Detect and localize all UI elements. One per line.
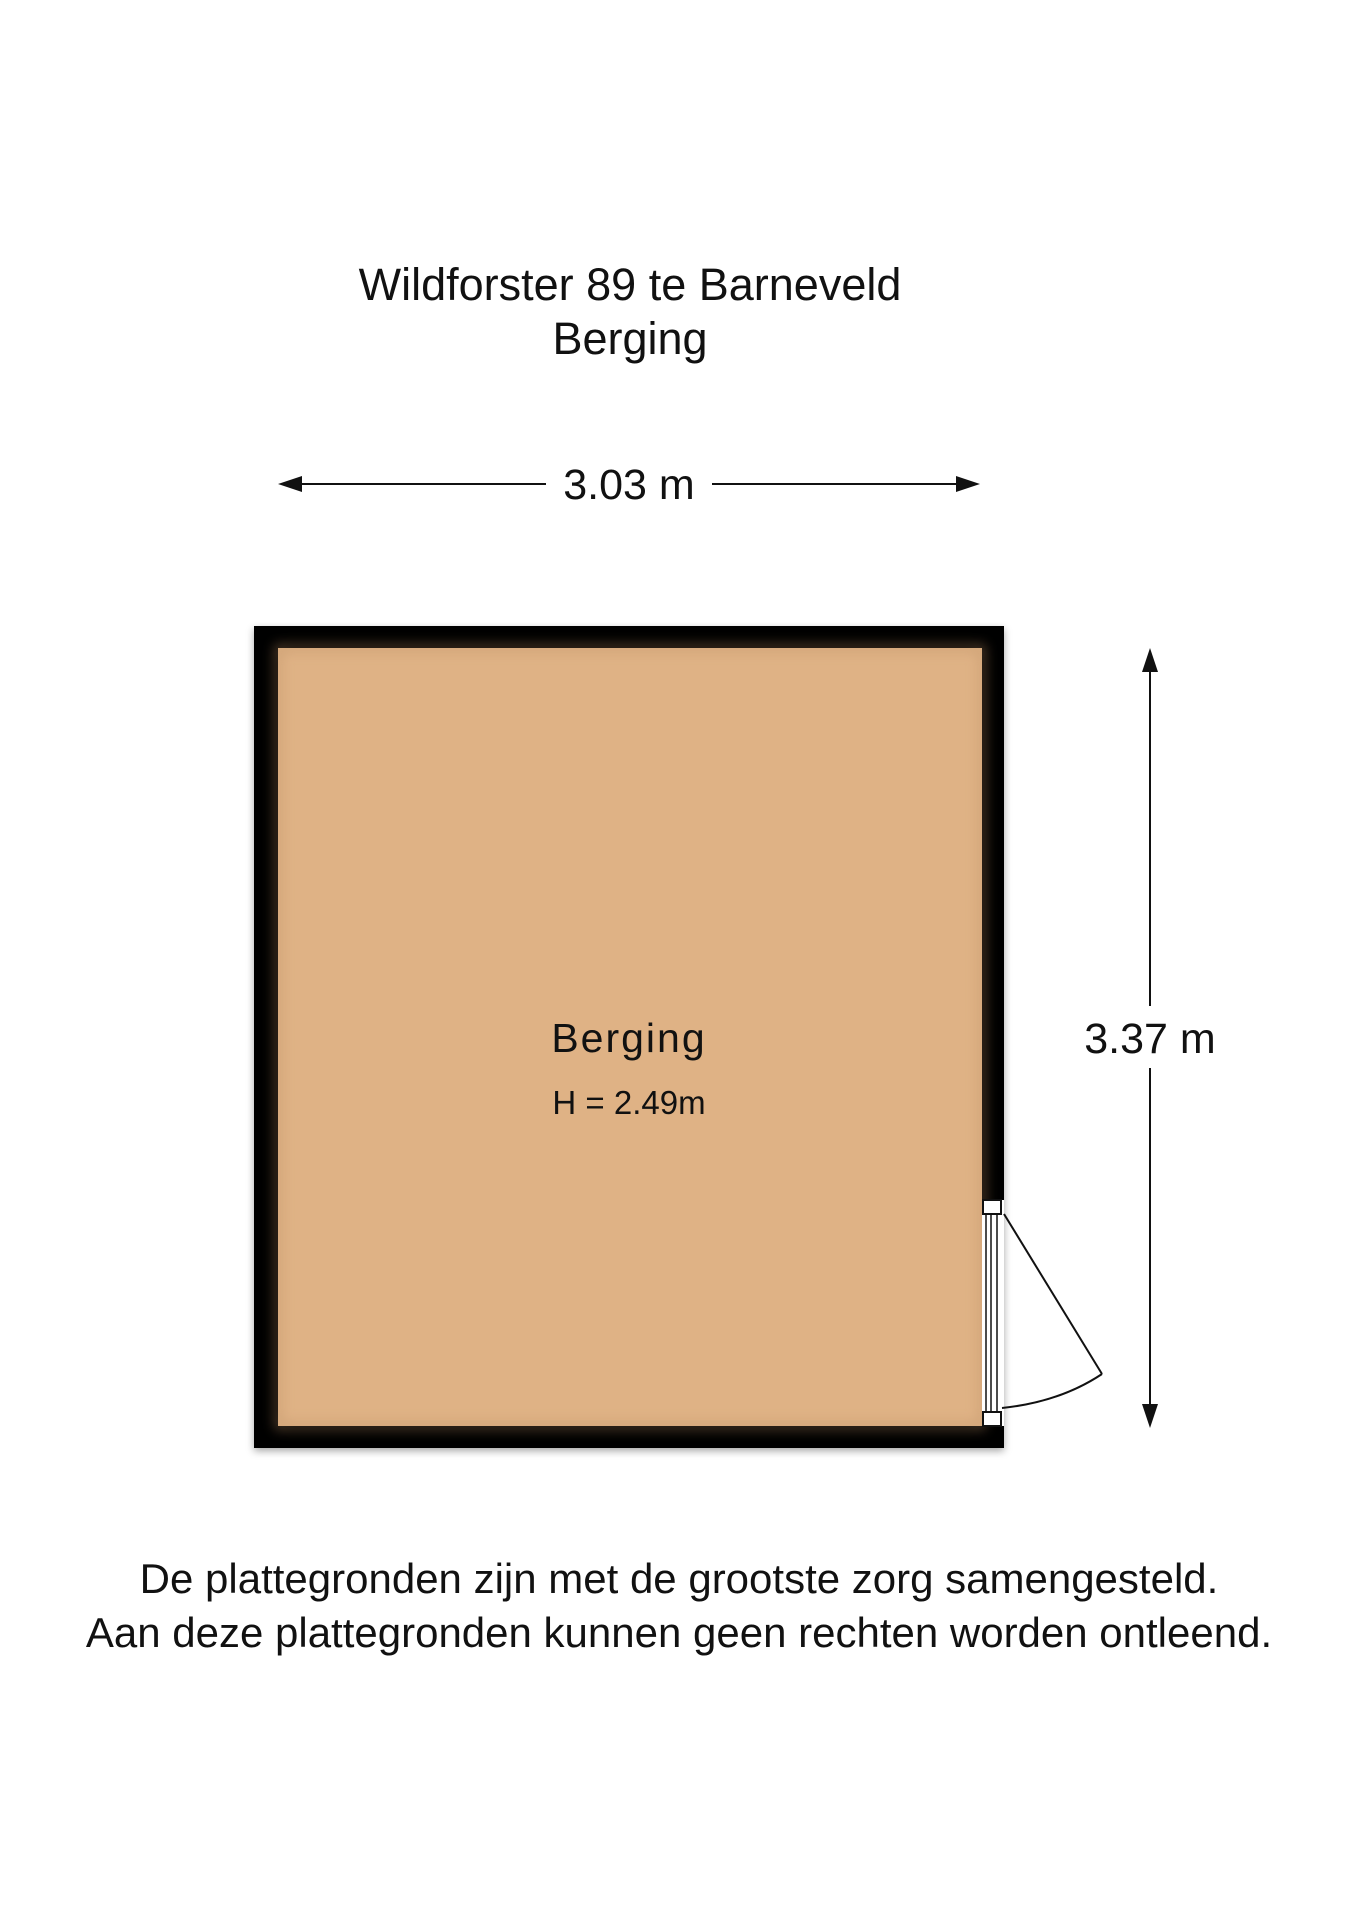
room-height-label: H = 2.49m <box>552 1084 706 1121</box>
floor-name: Berging <box>552 313 708 364</box>
disclaimer-line-2: Aan deze plattegronden kunnen geen rechten worden ontleend. <box>85 1609 1273 1656</box>
width-dimension-label: 3.03 m <box>563 461 695 509</box>
depth-dimension-label: 3.37 m <box>1084 1015 1216 1063</box>
arrow-left-icon <box>278 476 302 492</box>
door-frame-top <box>983 1200 1001 1214</box>
room-name-label: Berging <box>551 1015 707 1061</box>
disclaimer-line-1: De plattegronden zijn met de grootste zorg samengesteld. <box>139 1555 1219 1602</box>
door-swing-arc <box>1002 1374 1102 1408</box>
door <box>982 1200 1102 1426</box>
arrow-up-icon <box>1142 648 1158 672</box>
depth-dimension <box>1084 648 1215 1428</box>
arrow-down-icon <box>1142 1404 1158 1428</box>
width-dimension <box>278 461 980 509</box>
property-address: Wildforster 89 te Barneveld <box>358 259 902 310</box>
door-leaf <box>1004 1214 1102 1374</box>
door-frame-bottom <box>983 1412 1001 1426</box>
arrow-right-icon <box>956 476 980 492</box>
disclaimer-block <box>0 1552 1358 1660</box>
